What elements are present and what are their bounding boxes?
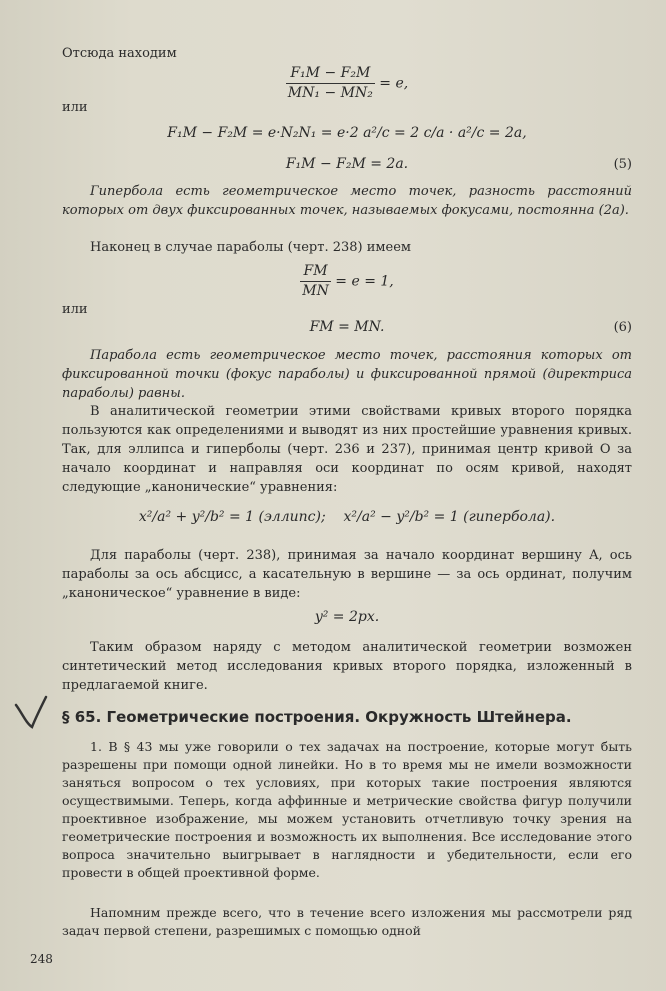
handwritten-check-mark — [12, 693, 52, 733]
formula-5-text: F₁M − F₂M = 2a. — [285, 156, 409, 172]
canonical-equations — [62, 508, 632, 527]
formula-parabola-denominator: MN — [302, 283, 329, 299]
formula-parabola-numerator: FM — [300, 262, 331, 282]
parabola-definition: Парабола есть геометрическое место точек, расстояния которых от фиксированной точки (фокус параболы) и фиксированной прямой (директриса параболы) равны. — [62, 348, 632, 401]
formula-ratio-numerator: F₁M − F₂M — [286, 64, 375, 84]
formula-5 — [62, 155, 632, 174]
analytic-geometry-paragraph: В аналитической геометрии этими свойствами кривых второго порядка пользуются как определениями и выводят из них простейшие уравнения кривых. Так, для эллипса и гиперболы (черт. 236 и 237), принимая центр кривой O за начало координат и направляя оси координат по осям кривой, находят следующие „канонические“ уравнения: — [62, 404, 632, 495]
formula-parabola-rhs: = e = 1, — [335, 273, 394, 290]
parabola-canonical-paragraph: Для параболы (черт. 238), принимая за начало координат вершину A, ось параболы за ось абсцисс, а касательную в вершине — за ось ординат, получим „каноническое“ уравнение в виде: — [62, 548, 632, 601]
formula-ratio-rhs: = e, — [379, 75, 409, 92]
formula-long: F₁M − F₂M = e·N₂N₁ = e·2 a²/c = 2 c/a · a²/c = 2a, — [167, 125, 527, 141]
synthetic-method-paragraph: Таким образом наряду с методом аналитической геометрии возможен синтетический метод исследования кривых второго порядка, изложенный в предлагаемой книге. — [62, 640, 632, 693]
parabola-intro: Наконец в случае параболы (черт. 238) имеем — [90, 240, 412, 255]
hyperbola-definition: Гипербола есть геометрическое место точек, разность расстояний которых от двух фиксированных точек, называемых фокусами, постоянна (2a). — [62, 184, 632, 218]
word-or-2: или — [62, 302, 88, 317]
formula-6-text: FM = MN. — [309, 319, 385, 335]
equation-number-5: (5) — [613, 157, 632, 172]
formula-parabola-ratio — [62, 262, 632, 301]
section-paragraph-1: 1. В § 43 мы уже говорили о тех задачах на построение, которые могут быть разрешены при помощи одной линейки. Но в то время мы не имели возможности заняться вопросом о тех условиях, при которых такие построения являются осуществимыми. Теперь, когда аффинные и метрические свойства фигур получили проективное изображение, мы можем установить отчетливую точку зрения на геометрические построения и возможность их выполнения. Все исследование этого вопроса значительно выигрывает в наглядности и убедительности, если его провести в общей проективной форме. — [62, 739, 632, 880]
intro-hence: Отсюда находим — [62, 46, 177, 61]
canonical-hyperbola: x²/a² − y²/b² = 1 (гипербола). — [343, 509, 556, 525]
canonical-ellipse: x²/a² + y²/b² = 1 (эллипс); — [138, 509, 326, 525]
formula-6 — [62, 318, 632, 337]
equation-number-6: (6) — [613, 320, 632, 335]
word-or: или — [62, 100, 88, 115]
formula-parabola-canonical: y² = 2px. — [314, 609, 380, 625]
formula-ratio-denominator: MN₁ − MN₂ — [287, 85, 373, 101]
section-heading: § 65. Геометрические построения. Окружность Штейнера. — [62, 708, 572, 726]
page-number: 248 — [30, 952, 53, 966]
section-paragraph-2: Напомним прежде всего, что в течение всего изложения мы рассмотрели ряд задач первой степени, разрешимых с помощью одной — [62, 905, 632, 938]
